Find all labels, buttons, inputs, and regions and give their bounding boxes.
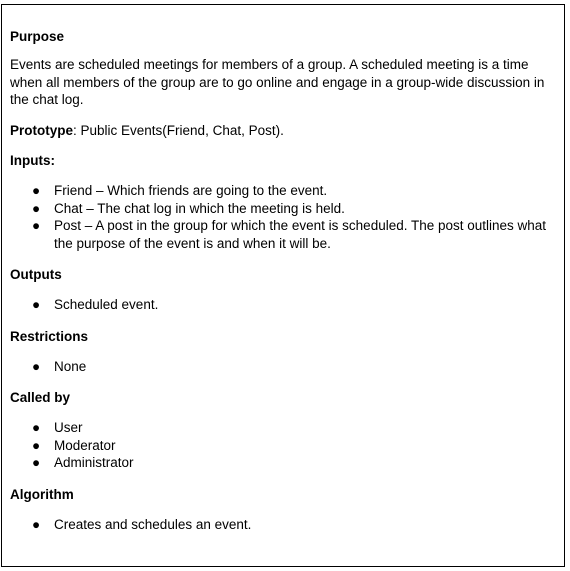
bullet-icon: ● [32, 437, 41, 453]
bullet-icon: ● [32, 218, 41, 233]
bullet-icon: ● [32, 200, 41, 216]
restrictions-list [10, 358, 556, 376]
bullet-icon: ● [32, 420, 41, 435]
purpose-text: Events are scheduled meetings for members of a group. A scheduled meeting is a time when all members of the group are to go online and engage in a group-wide discussion in the chat log. [10, 57, 545, 107]
outputs-list [10, 296, 556, 314]
bullet-icon: ● [32, 455, 41, 470]
inputs-heading: Inputs: [10, 153, 55, 168]
algorithm-heading: Algorithm [10, 486, 74, 502]
inputs-list [10, 182, 556, 252]
bullet-icon: ● [32, 358, 41, 374]
prototype-value: : Public Events(Friend, Chat, Post). [73, 122, 284, 138]
prototype-line [10, 122, 556, 140]
bullet-icon: ● [32, 516, 41, 532]
restrictions-heading: Restrictions [10, 328, 89, 344]
algorithm-list [10, 516, 556, 534]
outputs-heading: Outputs [10, 267, 62, 282]
list-item: ● Post – A post in the group for which the event is scheduled. The post outlines what the purpose of the event is and when it will be. [32, 218, 547, 251]
document-box [1, 4, 565, 567]
list-item: ● Chat – The chat log in which the meeting is held. [32, 200, 345, 216]
called-by-heading: Called by [10, 390, 71, 405]
bullet-icon: ● [32, 297, 41, 312]
prototype-label: Prototype [10, 122, 74, 138]
list-item: ● None [32, 358, 87, 374]
list-item: ● Creates and schedules an event. [32, 516, 252, 532]
list-item: ● Moderator [32, 437, 116, 453]
list-item: ● Friend – Which friends are going to the event. [32, 183, 328, 198]
list-item: ● User [32, 420, 83, 435]
list-item: ● Administrator [32, 455, 134, 470]
purpose-heading: Purpose [10, 29, 65, 44]
bullet-icon: ● [32, 183, 41, 198]
called-by-list [10, 419, 556, 472]
list-item: ● Scheduled event. [32, 297, 159, 312]
